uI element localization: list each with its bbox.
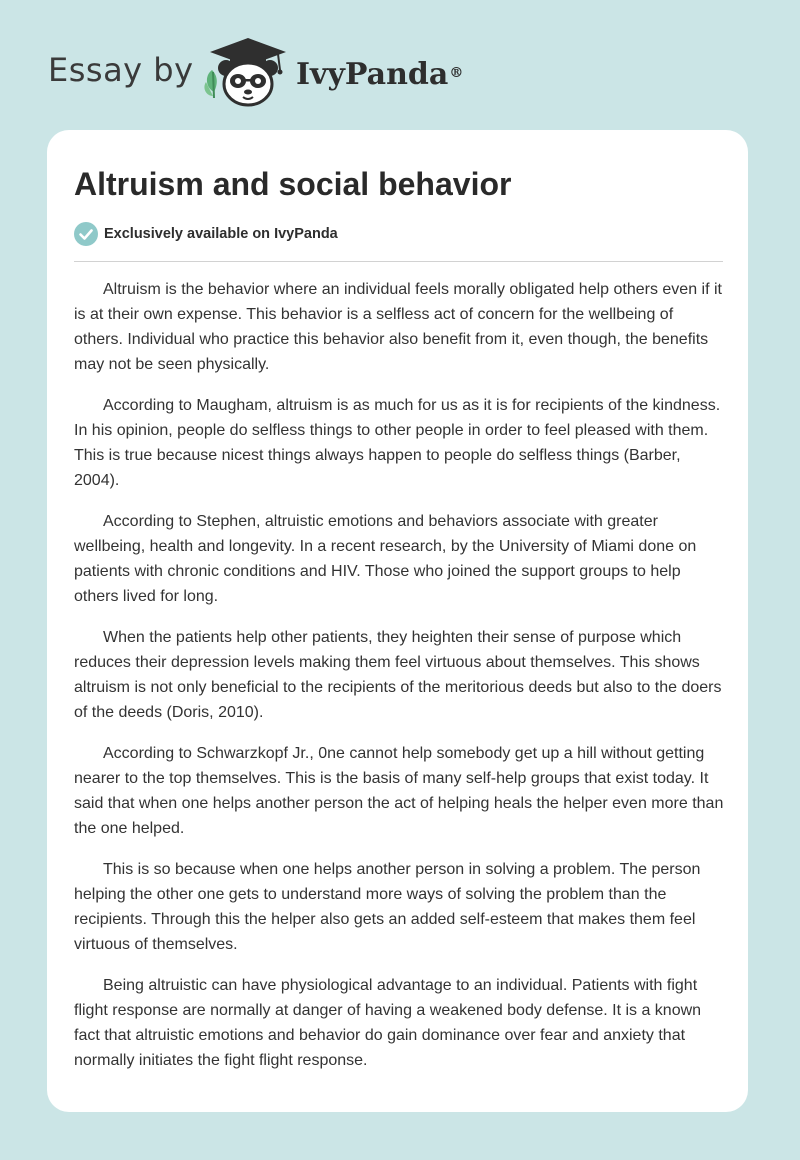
paragraph: Altruism is the behavior where an individual feels morally obligated help others even if it is at their own expense. This behavior is a selfless act of concern for the wellbeing of others. Individual who practice this behavior also benefit from it, even though, the benefits may not be seen physically.: [74, 281, 722, 373]
essay-by-label: Essay by: [48, 51, 194, 89]
site-header: [0, 0, 800, 130]
paragraph: Being altruistic can have physiological advantage to an individual. Patients with fight flight response are normally at danger of having a weakened body defense. It is a known fact that altruistic emotions and behavior do gain dominance over fear and anxiety that normally initiates the fight flight response.: [74, 977, 702, 1069]
paragraph: According to Maugham, altruism is as much for us as it is for recipients of the kindness. In his opinion, people do selfless things to other people in order to feel pleased with them. This is true because nicest things always happen to people do selfless things (Barber, 2004).: [74, 397, 721, 489]
essay-body: [74, 277, 726, 1089]
panda-graduate-logo-icon[interactable]: [200, 36, 296, 108]
paragraph: When the patients help other patients, they heighten their sense of purpose which reduces their depression levels making them feel virtuous about themselves. This shows altruism is not only beneficial to the recipients of the meritorious deeds but also to the doers of the deeds (Doris, 2010).: [74, 629, 722, 721]
exclusive-badge-label: Exclusively available on IvyPanda: [104, 226, 338, 242]
page-title: Altruism and social behavior: [74, 166, 512, 202]
brand-name[interactable]: [296, 55, 463, 95]
brand-label: IvyPanda: [296, 57, 449, 92]
paragraph: This is so because when one helps another person in solving a problem. The person helping the other one gets to understand more ways of solving the problem than the recipients. Through this the helper also gets an added self-esteem that makes them feel virtuous of themselves.: [74, 861, 701, 953]
check-circle-icon: [74, 222, 98, 246]
paragraph: According to Schwarzkopf Jr., 0ne cannot help somebody get up a hill without getting nearer to the top themselves. This is the basis of many self-help groups that exist today. It said that when one helps another person the act of helping heals the helper even more than the one helped.: [74, 745, 724, 837]
paragraph: According to Stephen, altruistic emotions and behaviors associate with greater wellbeing, health and longevity. In a recent research, by the University of Miami done on patients with chronic conditions and HIV. Those who joined the support groups to help others lived for long.: [74, 513, 697, 605]
essay-card: [47, 130, 748, 1112]
divider: [74, 261, 723, 262]
exclusive-badge: [74, 222, 338, 246]
registered-mark: ®: [449, 65, 464, 81]
